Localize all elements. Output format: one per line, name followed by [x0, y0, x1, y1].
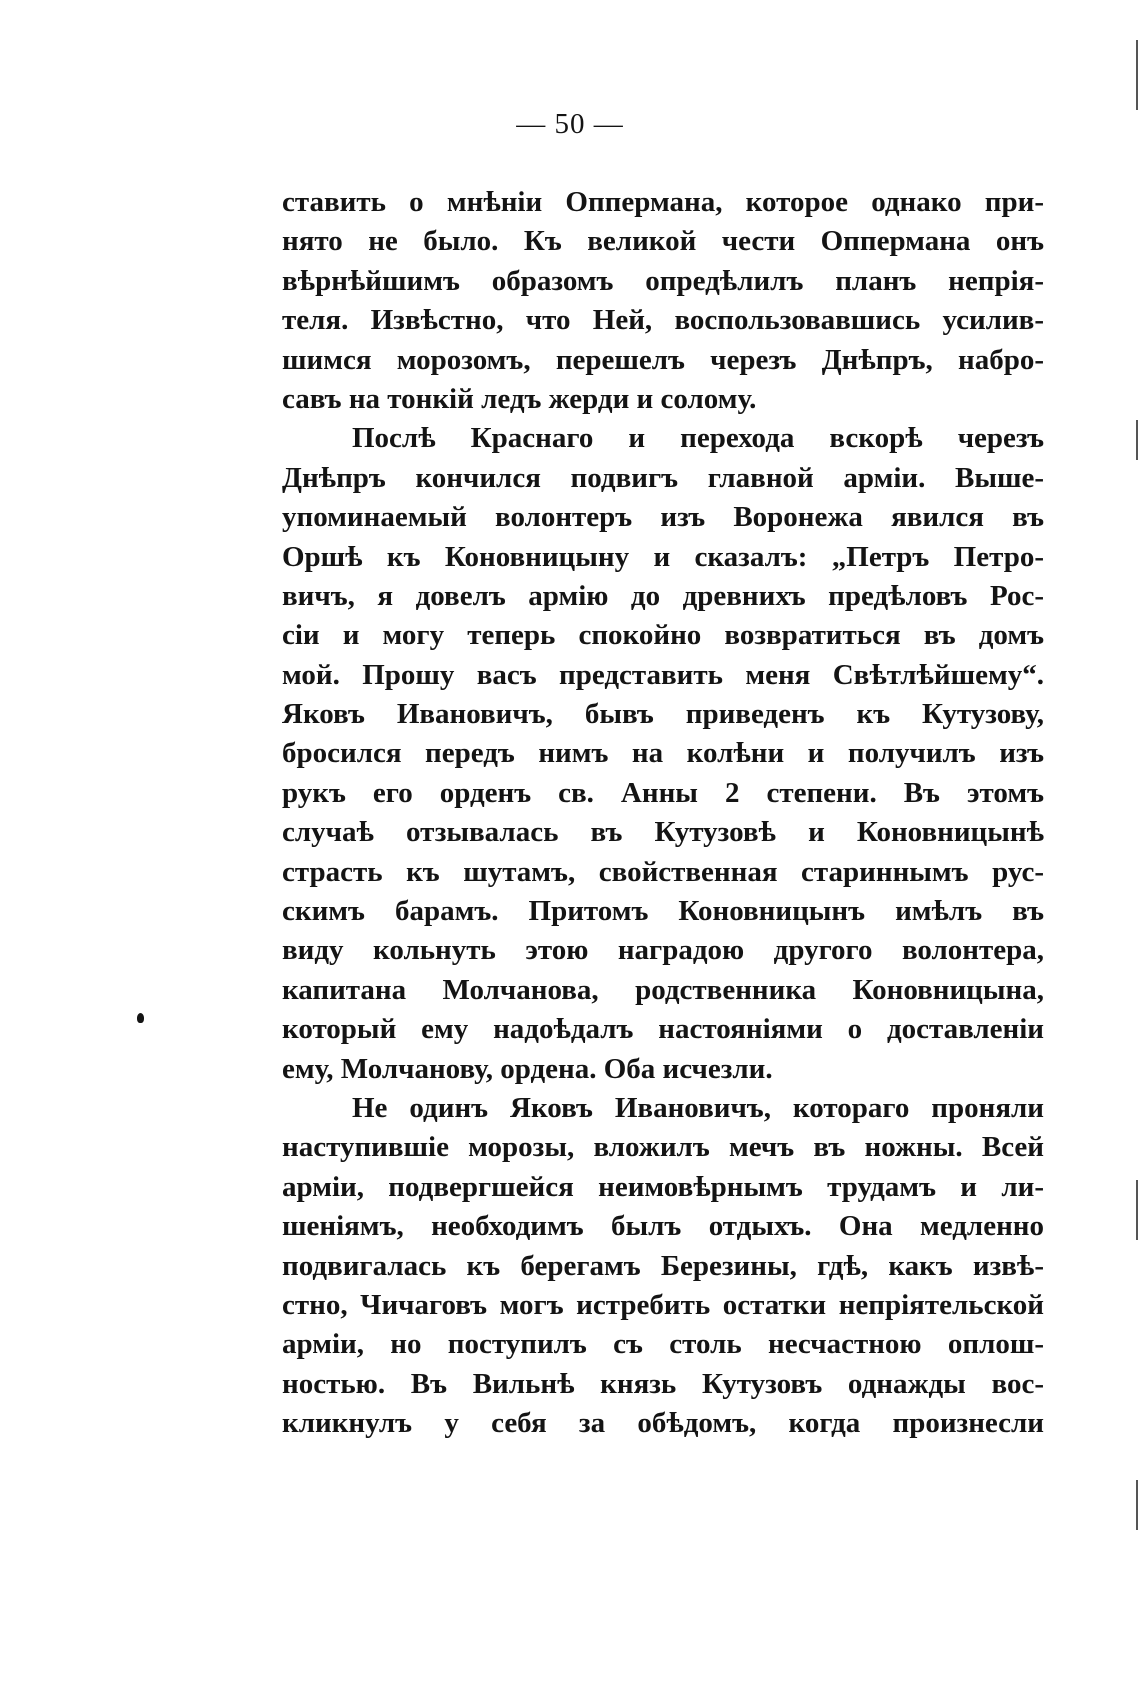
text-line: наступившіе морозы, вложилъ мечъ въ ножны. Всей: [282, 1131, 1044, 1164]
text-line: упоминаемый волонтеръ изъ Воронежа явился въ: [282, 501, 1044, 534]
text-line: нято не было. Къ великой чести Оппермана онъ: [282, 225, 1044, 258]
text-line: случаѣ отзывалась въ Кутузовѣ и Коновницынѣ: [282, 816, 1044, 849]
text-line: ставить о мнѣніи Оппермана, которое однако при-: [282, 186, 1044, 218]
text-line: ностью. Въ Вильнѣ князь Кутузовъ однажды вос-: [282, 1367, 1044, 1400]
text-line: кликнулъ у себя за обѣдомъ, когда произнесли: [282, 1407, 1044, 1440]
text-line: шеніямъ, необходимъ былъ отдыхъ. Она медленно: [282, 1210, 1044, 1243]
text-line: ему, Молчанову, ордена. Оба исчезли.: [282, 1052, 773, 1085]
paragraph-2: [282, 419, 1044, 1089]
scan-edge-mark: [1136, 40, 1138, 110]
text-line: бросился передъ нимъ на колѣни и получилъ изъ: [282, 737, 1044, 770]
text-line: Оршѣ къ Коновницыну и сказалъ: „Петръ Петро-: [282, 540, 1044, 573]
scan-edge-mark: [1136, 420, 1138, 460]
text-line: арміи, подвергшейся неимовѣрнымъ трудамъ и ли-: [282, 1170, 1044, 1203]
text-line: савъ на тонкій ледъ жерди и солому.: [282, 382, 757, 415]
paragraph-1: [282, 183, 1044, 419]
text-line: капитана Молчанова, родственника Коновницына,: [282, 973, 1044, 1006]
text-line: подвигалась къ берегамъ Березины, гдѣ, какъ извѣ-: [282, 1249, 1044, 1282]
text-line: страсть къ шутамъ, свойственная стариннымъ рус-: [282, 855, 1044, 888]
text-line: вичъ, я довелъ армію до древнихъ предѣловъ Рос-: [282, 579, 1044, 612]
text-line: мой. Прошу васъ представить меня Свѣтлѣйшему“.: [282, 658, 1044, 691]
page-number: — 50 —: [516, 108, 624, 140]
body-text: [282, 183, 1044, 1444]
text-line: скимъ барамъ. Притомъ Коновницынъ имѣлъ въ: [282, 895, 1044, 928]
margin-ink-dot: [137, 1013, 144, 1023]
text-line: сіи и могу теперь спокойно возвратиться въ домъ: [282, 619, 1044, 652]
text-line: Днѣпръ кончился подвигъ главной арміи. Выше-: [282, 461, 1044, 494]
text-line: который ему надоѣдалъ настояніями о доставленіи: [282, 1013, 1044, 1046]
text-line: стно, Чичаговъ могъ истребить остатки непріятельской: [282, 1288, 1044, 1321]
scan-edge-mark: [1136, 1480, 1138, 1530]
text-line: Не одинъ Яковъ Ивановичъ, котораго проняли: [352, 1091, 1044, 1124]
text-line: шимся морозомъ, перешелъ черезъ Днѣпръ, набро-: [282, 343, 1044, 376]
text-line: вѣрнѣйшимъ образомъ опредѣлилъ планъ непрія-: [282, 264, 1044, 297]
text-line: Яковъ Ивановичъ, бывъ приведенъ къ Кутузову,: [282, 698, 1044, 731]
scan-edge-mark: [1136, 1180, 1138, 1240]
text-line: теля. Извѣстно, что Ней, воспользовавшись усилив-: [282, 304, 1044, 337]
text-line: рукъ его орденъ св. Анны 2 степени. Въ этомъ: [282, 776, 1044, 809]
text-line: виду кольнуть этою наградою другого волонтера,: [282, 934, 1044, 967]
text-line: Послѣ Краснаго и перехода вскорѣ черезъ: [352, 422, 1044, 455]
text-line: арміи, но поступилъ съ столь несчастною оплош-: [282, 1328, 1044, 1361]
paragraph-3: [282, 1089, 1044, 1444]
